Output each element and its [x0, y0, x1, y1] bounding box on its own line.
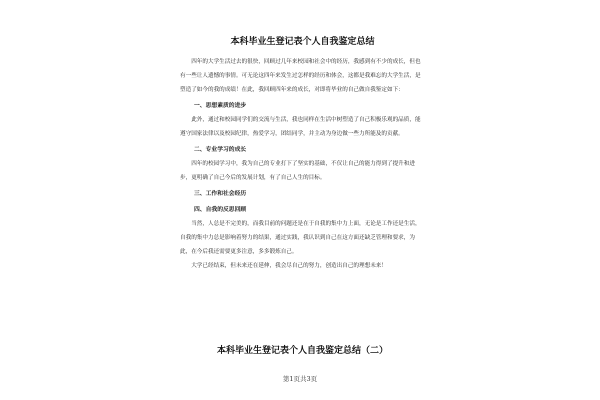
section-heading: 三、工作和社会经历: [194, 191, 247, 197]
section-heading: 一、思想素质的进步: [194, 103, 247, 109]
section-paragraph: 四年的校园学习中，我为自己的专业打下了坚实的基础，不仅让自己的能力得到了提升和进步，更明确了自己今后的发展计划，有了自己人生的目标。: [180, 161, 415, 181]
section-heading: 二、专业学习的成长: [194, 147, 247, 153]
section-paragraph: 此外，通过和校园同学们的交流与生活，我也同样在生活中树塑造了自己积极乐观的品质，能遵守国家法律以及校园纪律，热爱学习，团结同学，并主动为身边做一些力所能及的贡献。: [180, 117, 421, 137]
document-body: [180, 34, 425, 273]
section-heading: 四、自我的反思回顾: [194, 207, 247, 213]
section-paragraph: 当然，人总是不完美的，而我目前的问题还是在于自我的集中力上面，无论是工作还是生活，自我的集中力总是影响着努力的结果，通过实践，我认识到自己在这方面还缺乏管理和要求，为此，在今后我还需要更多注意，多多锻炼自己。: [180, 221, 421, 255]
page-footer: 第1页共3页: [282, 375, 318, 383]
intro-paragraph: 四年的大学生活过去的很快，回顾过几年来校园和社会中的经历，我感到有不少的成长，但也有一些让人遗憾的事情。可无论这四年来发生过怎样的经历和体会，这都是我难忘的大学生活，是塑造了如今的我的成绩！在此，我回顾四年来的成长，对即将毕业的自己做自我鉴定如下：: [180, 59, 421, 93]
document-title: 本科毕业生登记表个人自我鉴定总结: [230, 37, 375, 47]
next-document-title: 本科毕业生登记表个人自我鉴定总结（二）: [216, 346, 388, 356]
closing-paragraph: 大学已经结束，但未来还在延伸，我会尽自己的努力，创造出自己的理想未来！: [191, 263, 387, 269]
